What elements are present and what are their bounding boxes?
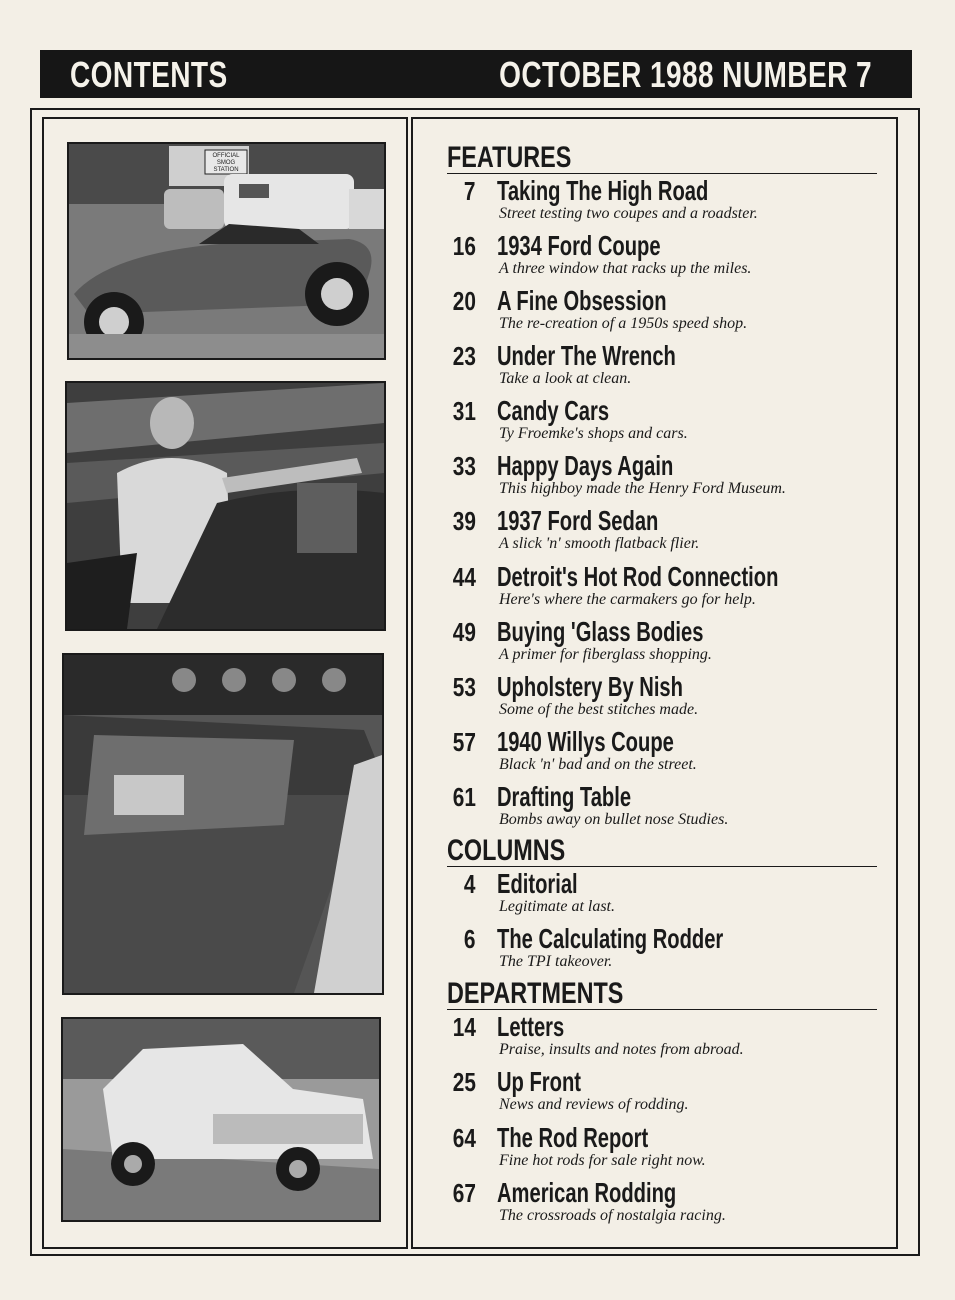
article-description: A slick 'n' smooth flatback flier. <box>499 535 700 552</box>
department-entry[interactable] <box>447 1179 887 1231</box>
page-number: 20 <box>452 286 476 316</box>
article-description: A primer for fiberglass shopping. <box>499 646 712 663</box>
article-description: News and reviews of rodding. <box>499 1096 689 1113</box>
article-description: The re-creation of a 1950s speed shop. <box>499 315 748 332</box>
page-number: 25 <box>452 1067 476 1097</box>
article-description: Some of the best stitches made. <box>499 701 699 718</box>
article-title: American Rodding <box>497 1177 677 1208</box>
feature-entry[interactable] <box>447 452 887 504</box>
issue-date-label: OCTOBER 1988 NUMBER 7 <box>499 54 872 95</box>
article-title: Up Front <box>497 1066 581 1097</box>
feature-entry[interactable] <box>447 728 887 780</box>
article-description: The crossroads of nostalgia racing. <box>499 1207 726 1224</box>
article-title: Editorial <box>497 868 578 899</box>
article-description: Ty Froemke's shops and cars. <box>499 425 688 442</box>
article-title: Happy Days Again <box>497 450 674 481</box>
feature-entry[interactable] <box>447 507 887 559</box>
article-title: Under The Wrench <box>497 340 676 371</box>
column-entry[interactable] <box>447 870 887 922</box>
feature-entry[interactable] <box>447 342 887 394</box>
department-entry[interactable] <box>447 1013 887 1065</box>
feature-entry[interactable] <box>447 232 887 284</box>
article-title: 1934 Ford Coupe <box>497 230 661 261</box>
columns-heading: COLUMNS <box>447 836 877 867</box>
page-number: 61 <box>452 782 476 812</box>
page-number: 23 <box>452 341 476 371</box>
man-car-image <box>67 383 384 629</box>
page-number: 53 <box>452 672 476 702</box>
article-title: 1937 Ford Sedan <box>497 505 659 536</box>
feature-entry[interactable] <box>447 563 887 615</box>
article-description: Black 'n' bad and on the street. <box>499 756 697 773</box>
header-bar <box>40 50 912 98</box>
page-number: 67 <box>452 1178 476 1208</box>
article-title: Taking The High Road <box>497 175 709 206</box>
article-description: This highboy made the Henry Ford Museum. <box>499 480 786 497</box>
article-description: Street testing two coupes and a roadster. <box>499 205 758 222</box>
drag-car-image <box>63 1019 379 1220</box>
page-number: 6 <box>463 924 475 954</box>
page-number: 14 <box>452 1012 476 1042</box>
article-description: Take a look at clean. <box>499 370 632 387</box>
department-entry[interactable] <box>447 1124 887 1176</box>
page-number: 16 <box>452 231 476 261</box>
photo-man-with-car <box>65 381 386 631</box>
page-number: 39 <box>452 506 476 536</box>
article-description: Here's where the carmakers go for help. <box>499 591 756 608</box>
article-title: Drafting Table <box>497 781 632 812</box>
photo-coupe-interior <box>62 653 384 995</box>
roadster-image <box>69 144 384 358</box>
article-description: Legitimate at last. <box>499 898 615 915</box>
column-entry[interactable] <box>447 925 887 977</box>
page-number: 4 <box>463 869 475 899</box>
article-title: 1940 Willys Coupe <box>497 726 674 757</box>
article-description: Fine hot rods for sale right now. <box>499 1152 706 1169</box>
departments-heading: DEPARTMENTS <box>447 979 877 1010</box>
photo-drag-car <box>61 1017 381 1222</box>
article-title: Letters <box>497 1011 565 1042</box>
article-title: The Calculating Rodder <box>497 923 724 954</box>
contents-label: CONTENTS <box>70 54 228 95</box>
page-number: 49 <box>452 617 476 647</box>
feature-entry[interactable] <box>447 397 887 449</box>
article-title: A Fine Obsession <box>497 285 667 316</box>
feature-entry[interactable] <box>447 673 887 725</box>
feature-entry[interactable] <box>447 287 887 339</box>
page-number: 64 <box>452 1123 476 1153</box>
sign-line-1: OFFICIAL <box>212 153 240 159</box>
page-number: 7 <box>463 176 475 206</box>
article-title: Detroit's Hot Rod Connection <box>497 561 779 592</box>
feature-entry[interactable] <box>447 177 887 229</box>
photo-roadster <box>67 142 386 360</box>
sign-line-2: SMOG <box>216 160 236 166</box>
feature-entry[interactable] <box>447 618 887 670</box>
department-entry[interactable] <box>447 1068 887 1120</box>
article-title: Candy Cars <box>497 395 610 426</box>
page-number: 31 <box>452 396 476 426</box>
page-number: 57 <box>452 727 476 757</box>
page-number: 33 <box>452 451 476 481</box>
article-title: Buying 'Glass Bodies <box>497 616 704 647</box>
article-title: The Rod Report <box>497 1122 649 1153</box>
article-description: The TPI takeover. <box>499 953 613 970</box>
coupe-interior-image <box>64 655 382 993</box>
article-description: A three window that racks up the miles. <box>499 260 752 277</box>
article-description: Praise, insults and notes from abroad. <box>499 1041 744 1058</box>
sign-line-3: STATION <box>213 167 239 173</box>
feature-entry[interactable] <box>447 783 887 835</box>
page-number: 44 <box>452 562 476 592</box>
features-heading: FEATURES <box>447 143 877 174</box>
article-description: Bombs away on bullet nose Studies. <box>499 811 729 828</box>
article-title: Upholstery By Nish <box>497 671 683 702</box>
